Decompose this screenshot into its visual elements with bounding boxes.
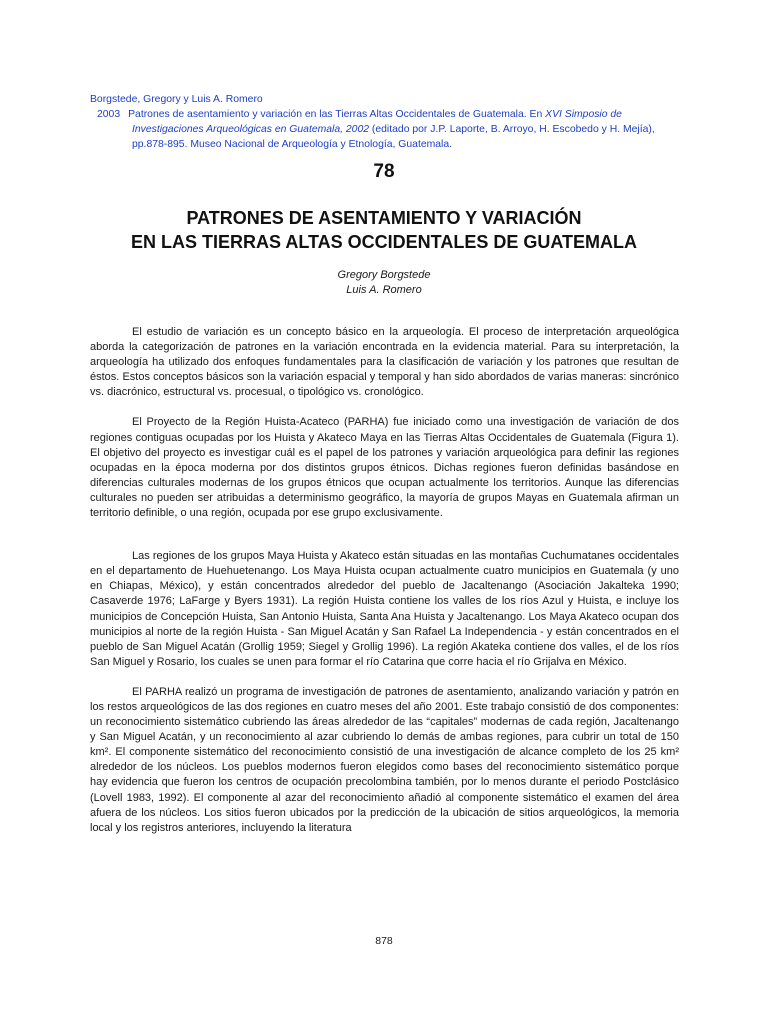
citation-entry <box>90 107 680 152</box>
chapter-number: 78 <box>373 161 395 182</box>
citation-italic-title: XVI Simposio de Investigaciones Arqueológicas en Guatemala, 2002 <box>132 109 622 135</box>
paragraph-2: El Proyecto de la Región Huista-Acateco (PARHA) fue iniciado como una investigación de variación de dos regiones contiguas ocupadas por los Huista y Akateco Maya en las Tierras Altas Occidentales de Guatemala (Figura 1). El objetivo del proyecto es investigar cuál es el papel de los patrones y variación arqueológica para definir las regiones ocupadas en la época moderna por dos distintos grupos étnicos. Dichas regiones fueron definidas basándose en diferencias culturales modernas de los grupos étnicos que ocupan actualmente los territorios. Aunque las diferencias culturales no pueden ser atribuidas a determinismo geográfico, la mayoría de grupos Mayas en Guatemala afirman un territorio definible, o una región, ocupada por ese grupo exclusivamente. <box>90 416 679 520</box>
page-number: 878 <box>375 935 393 947</box>
article-title-line-2: EN LAS TIERRAS ALTAS OCCIDENTALES DE GUATEMALA <box>131 232 637 252</box>
author-1: Gregory Borgstede <box>337 269 431 281</box>
citation-text-before: Patrones de asentamiento y variación en las Tierras Altas Occidentales de Guatemala. En <box>128 109 546 120</box>
paragraph-1: El estudio de variación es un concepto básico en la arqueología. El proceso de interpretación arqueológica aborda la categorización de patrones en la variación encontrada en la evidencia material. Para su interpretación, la arqueología ha utilizado dos enfoques fundamentales para la clasificación de variación y los patrones que resultan de éstos. Estos conceptos básicos son la variación espacial y temporal y han sido abordados de varias maneras: sincrónico vs. diacrónico, estructural vs. procesual, o tipológico vs. cronológico. <box>90 326 679 399</box>
article-body <box>90 325 679 836</box>
paragraph-4: El PARHA realizó un programa de investigación de patrones de asentamiento, analizando variación y patrón en los restos arqueológicos de las dos regiones en cuatro meses del año 2001. Este trabajo consistió de dos componentes: un reconocimiento sistemático cubriendo las áreas alrededor de las “capitales” modernas de cada región, Jacaltenango y San Miguel Acatán, y un reconocimiento al azar cubriendo lo demás de ambas regiones, para cubrir un total de 150 km². El componente sistemático del reconocimiento consistió de una investigación de alcance completo de los 25 km² alrededor de los núcleos. Los pueblos modernos fueron elegidos como bases del reconocimiento sistemático porque hay evidencia que fueron los centros de ocupación precolombina también, por lo menos durante el periodo Postclásico (Lovell 1983, 1992). El componente al azar del reconocimiento añadió al componente sistemático el examen del área afuera de los núcleos. Los sitios fueron ubicados por la predicción de la ubicación de sitios arqueológicos, la memoria local y los registros anteriores, incluyendo la literatura <box>90 685 679 834</box>
article-title <box>0 206 768 254</box>
citation-year: 2003 <box>97 109 121 120</box>
article-title-line-1: PATRONES DE ASENTAMIENTO Y VARIACIÓN <box>186 208 582 228</box>
citation-authors: Borgstede, Gregory y Luis A. Romero <box>90 94 263 105</box>
article-authors <box>0 268 768 298</box>
author-2: Luis A. Romero <box>346 284 422 296</box>
paragraph-3: Las regiones de los grupos Maya Huista y Akateco están situadas en las montañas Cuchumatanes occidentales en el departamento de Huehuetenango. Los Maya Huista ocupan actualmente cuatro municipios en Guatemala (y uno en Chiapas, México), y están concentrados alrededor del pueblo de Jacaltenango (Asociación Jakalteka 1990; Casaverde 1976; LaFarge y Byers 1931). La región Huista contiene los valles de los ríos Azul y Huista, e incluye los municipios de Concepción Huista, San Antonio Huista, Santa Ana Huista y Jacaltenango. Los Maya Akateco ocupan dos municipios al norte de la región Huista - San Miguel Acatán y San Rafael La Independencia - y están concentrados en el pueblo de San Miguel Acatán (Grollig 1959; Siegel y Grollig 1996). La región Akateka contiene dos valles, el de los ríos San Miguel y Rosario, los cuales se unen para formar el río Catarina que corre hacia el río Grijalva en México. <box>90 550 679 668</box>
citation-block <box>90 92 680 152</box>
citation-text-after: (editado por J.P. Laporte, B. Arroyo, H. Escobedo y H. Mejía), pp.878-895. Museo Nacional de Arqueología y Etnología, Guatemala. <box>132 124 655 150</box>
